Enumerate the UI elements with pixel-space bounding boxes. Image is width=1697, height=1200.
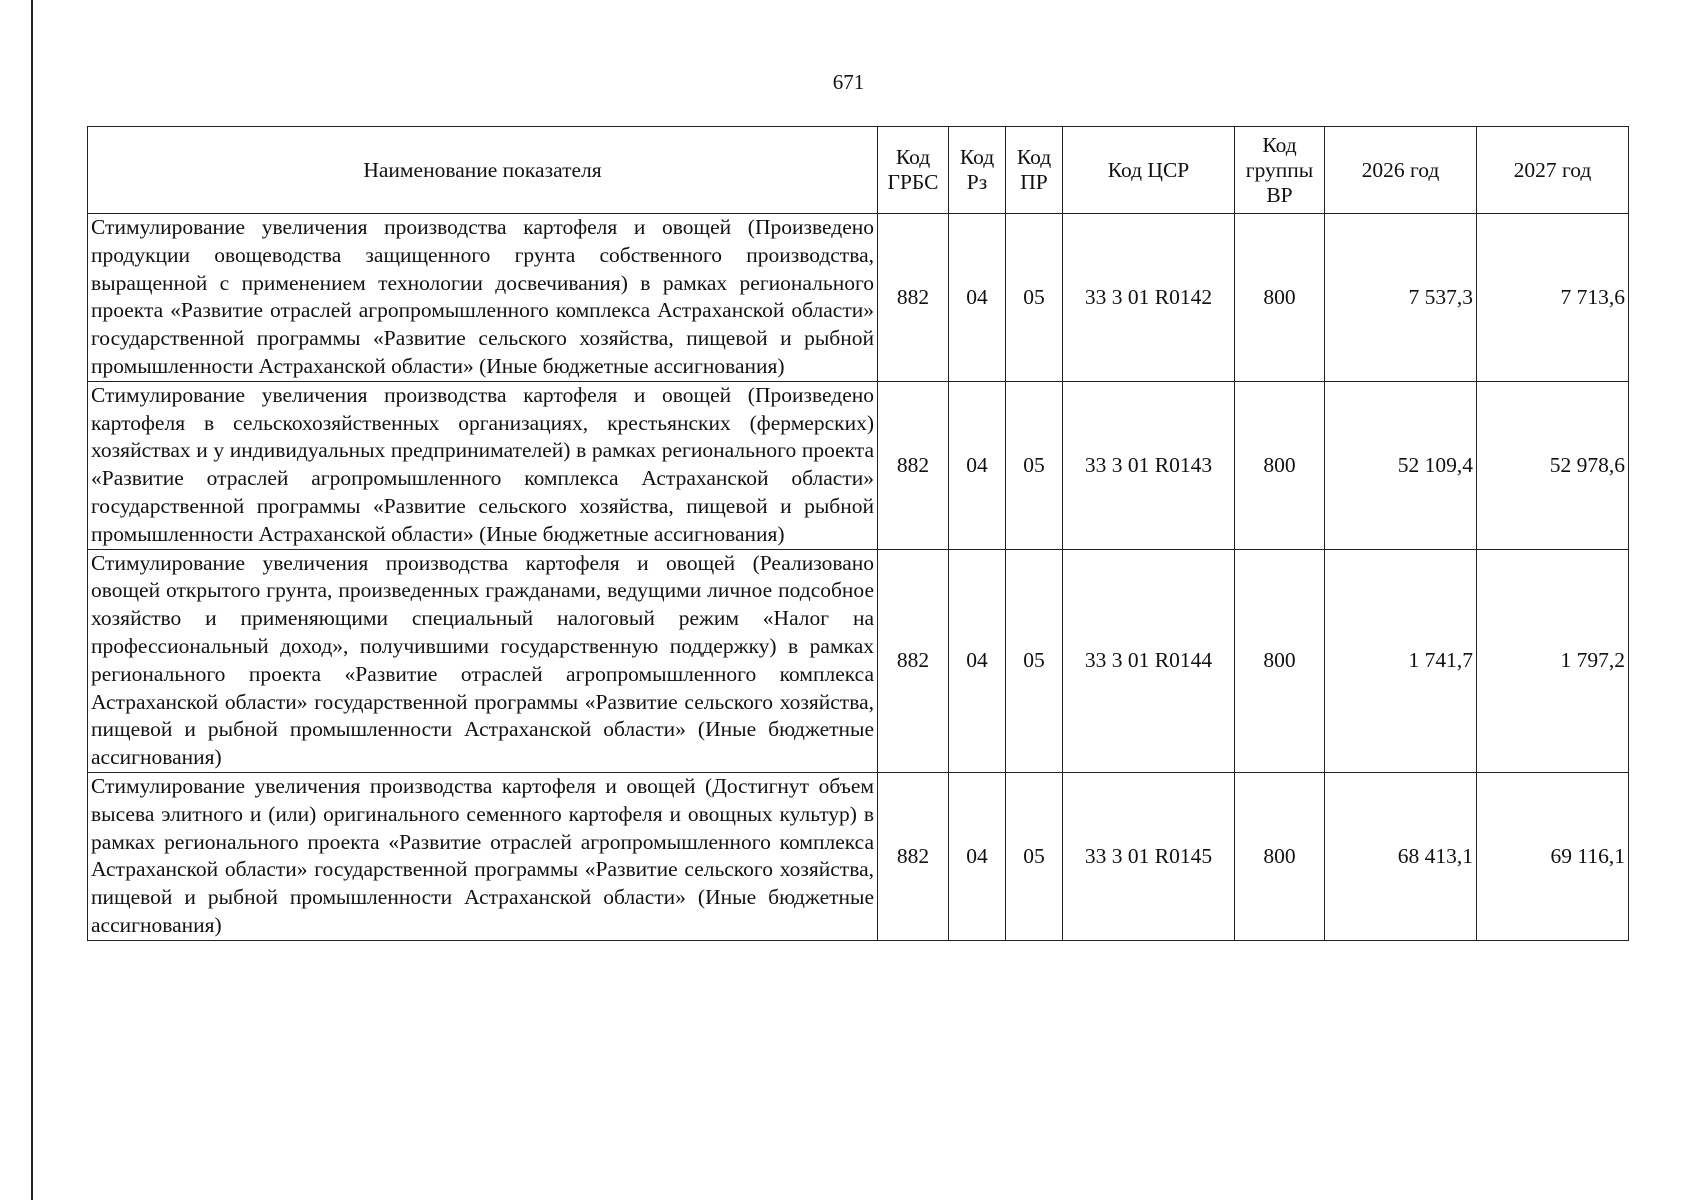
- row-csr: 33 3 01 R0144: [1063, 549, 1235, 772]
- header-grbs: Код ГРБС: [878, 127, 949, 214]
- row-rz: 04: [949, 549, 1006, 772]
- row-vr: 800: [1235, 549, 1325, 772]
- row-vr: 800: [1235, 381, 1325, 549]
- header-name: Наименование показателя: [88, 127, 878, 214]
- row-2027: 7 713,6: [1477, 214, 1629, 382]
- row-grbs: 882: [878, 549, 949, 772]
- table-row: [88, 772, 1629, 940]
- page-number: 671: [832, 70, 865, 94]
- row-grbs: 882: [878, 772, 949, 940]
- row-2026: 7 537,3: [1325, 214, 1477, 382]
- row-rz: 04: [949, 214, 1006, 382]
- row-csr: 33 3 01 R0143: [1063, 381, 1235, 549]
- row-rz: 04: [949, 772, 1006, 940]
- header-pr: Код ПР: [1006, 127, 1063, 214]
- row-pr: 05: [1006, 381, 1063, 549]
- table-row: [88, 214, 1629, 382]
- row-name: Стимулирование увеличения производства картофеля и овощей (Достигнут объем высева элитного и (или) оригинального семенного картофеля и овощных культур) в рамках регионального проекта «Развитие отраслей агропромышленного комплекса Астраханской области» государственной программы «Развитие сельского хозяйства, пищевой и рыбной промышленности Астраханской области» (Иные бюджетные ассигнования): [88, 772, 878, 940]
- table-row: [88, 549, 1629, 772]
- header-csr: Код ЦСР: [1063, 127, 1235, 214]
- row-csr: 33 3 01 R0142: [1063, 214, 1235, 382]
- row-rz: 04: [949, 381, 1006, 549]
- row-vr: 800: [1235, 772, 1325, 940]
- header-2026: 2026 год: [1325, 127, 1477, 214]
- row-2026: 1 741,7: [1325, 549, 1477, 772]
- row-pr: 05: [1006, 549, 1063, 772]
- table-row: [88, 381, 1629, 549]
- header-rz: Код Рз: [949, 127, 1006, 214]
- row-2027: 69 116,1: [1477, 772, 1629, 940]
- row-pr: 05: [1006, 772, 1063, 940]
- row-2027: 1 797,2: [1477, 549, 1629, 772]
- row-grbs: 882: [878, 214, 949, 382]
- row-vr: 800: [1235, 214, 1325, 382]
- table-header-row: [88, 127, 1629, 214]
- page-margin-line: [31, 0, 33, 1200]
- row-2027: 52 978,6: [1477, 381, 1629, 549]
- row-grbs: 882: [878, 381, 949, 549]
- budget-table: [87, 126, 1629, 941]
- header-2027: 2027 год: [1477, 127, 1629, 214]
- row-2026: 52 109,4: [1325, 381, 1477, 549]
- row-name: Стимулирование увеличения производства картофеля и овощей (Произведено продукции овощеводства защищенного грунта собственного производства, выращенной с применением технологии досвечивания) в рамках регионального проекта «Развитие отраслей агропромышленного комплекса Астраханской области» государственной программы «Развитие сельского хозяйства, пищевой и рыбной промышленности Астраханской области» (Иные бюджетные ассигнования): [88, 214, 878, 382]
- header-vr: Код группы ВР: [1235, 127, 1325, 214]
- row-csr: 33 3 01 R0145: [1063, 772, 1235, 940]
- row-2026: 68 413,1: [1325, 772, 1477, 940]
- row-pr: 05: [1006, 214, 1063, 382]
- row-name: Стимулирование увеличения производства картофеля и овощей (Реализовано овощей открытого грунта, произведенных гражданами, ведущими личное подсобное хозяйство и применяющими специальный налоговый режим «Налог на профессиональный доход», получившими государственную поддержку) в рамках регионального проекта «Развитие отраслей агропромышленного комплекса Астраханской области» государственной программы «Развитие сельского хозяйства, пищевой и рыбной промышленности Астраханской области» (Иные бюджетные ассигнования): [88, 549, 878, 772]
- row-name: Стимулирование увеличения производства картофеля и овощей (Произведено картофеля в сельскохозяйственных организациях, крестьянских (фермерских) хозяйствах и у индивидуальных предпринимателей) в рамках регионального проекта «Развитие отраслей агропромышленного комплекса Астраханской области» государственной программы «Развитие сельского хозяйства, пищевой и рыбной промышленности Астраханской области» (Иные бюджетные ассигнования): [88, 381, 878, 549]
